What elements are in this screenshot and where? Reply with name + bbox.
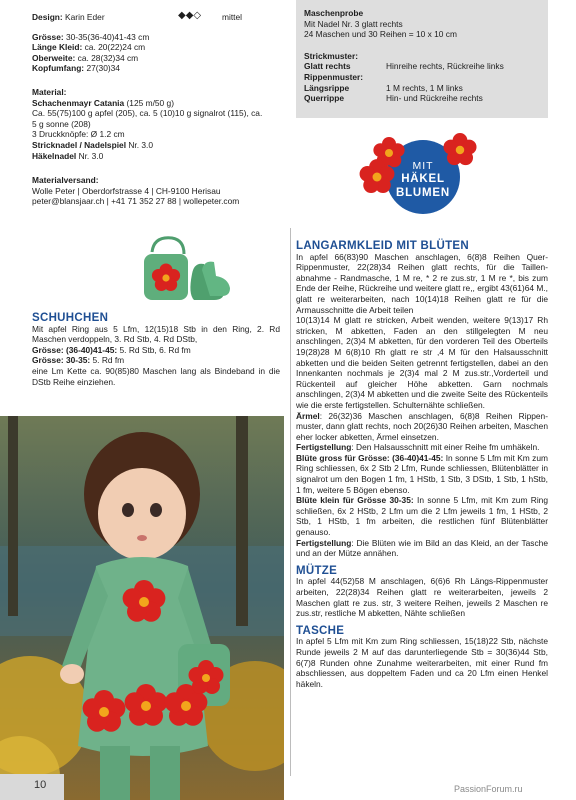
finishing-text: : Die Blüten wie im Bild an das Kleid, an der Tasche und an der Mütze annähen. — [296, 537, 548, 559]
gauge-heading: Maschenprobe — [304, 8, 364, 18]
dress-section — [296, 241, 548, 689]
stitch-name: Querrippe — [304, 93, 345, 104]
stitch-row — [304, 83, 540, 94]
sleeve-label: Ärmel — [296, 410, 320, 421]
badge-line-3: BLUMEN — [396, 187, 450, 199]
difficulty-label: mittel — [222, 12, 243, 22]
stitch-name: Glatt rechts — [304, 61, 351, 72]
hook-value: Nr. 3.0 — [78, 150, 104, 161]
bust-label: Oberweite: — [32, 52, 76, 63]
page-number: 10 — [34, 779, 47, 791]
shoes-heading: SCHUHCHEN — [32, 312, 109, 324]
stitch-name: Längsrippe — [304, 82, 350, 93]
size-value: 30-35(36-40)41-43 cm — [65, 31, 150, 42]
flower-icon — [358, 158, 396, 196]
stitch-row — [304, 93, 540, 104]
bag-and-shoes-image — [140, 234, 232, 310]
design-value: Karin Eder — [65, 12, 105, 22]
sleeve-text: : 26(32)36 Maschen anschlagen, 6(8)8 Reihen Rippen-muster, dann glatt rechts, noch 20(26)30 Reihen arbeiten, Maschen eher locker abketten, Ärmel einsetzen. — [296, 410, 548, 442]
material-section — [32, 87, 284, 161]
badge-line-2: HÄKEL — [401, 173, 445, 185]
badge-line-1: MIT — [412, 160, 434, 172]
stitch-row — [304, 61, 540, 72]
dress-step-1: In apfel 66(83)90 Maschen anschlagen, 6(8)8 Reihen Quer-Rippenmuster, 22(28)34 Reihen glatt rechts, für die Taillen-abnahme - Randmasche, 1 M re, * 2 re zus.str, 1 M re *, bis zum Ende der Reihe, Rückreihe und weitere glatt re,, ergibt 43(61)64 M., glatt re weiterarbeiten, nach 10(14)18 Reihen glatt re für die Armausschnitte die Arbeit teilen — [296, 251, 548, 315]
watermark: PassionForum.ru — [454, 784, 523, 794]
stitch-desc: Hin- und Rückreihe rechts — [386, 93, 483, 104]
page-number-box — [0, 774, 64, 800]
size-label: Grösse: — [32, 31, 64, 42]
stitch-heading: Strickmuster: — [304, 50, 358, 61]
design-line — [32, 12, 284, 23]
big-flower-text: In sonne 5 Lfm mit Km zum Ring schliessen, 6x 2 Stb 2 Lfm, Runde schliessen, Blütenblätter in signalrot um den Bogen 1 fm, 1 HStb, 1 Stb, 3 DStb, 1 Stb, 1 hStb, 1 fm, weitere 5 Bögen ebenso. — [296, 452, 548, 495]
head-label: Kopfumfang: — [32, 63, 85, 74]
shoes-step-1: Mit apfel Ring aus 5 Lfm, 12(15)18 Stb in den Ring, 2. Rd Maschen verdoppeln, 3. Rd Stb, 4. Rd DStb, — [32, 323, 280, 345]
stitch-desc: 1 M rechts, 1 M links — [386, 82, 463, 93]
finishing-text: : Den Halsausschnitt mit einer Reihe fm umhäkeln. — [351, 442, 540, 453]
finishing-label: Fertigstellung — [296, 442, 352, 453]
needles-value: Nr. 3.0 — [128, 139, 154, 150]
big-flower-label: Blüte gross für Grösse: (36-40)41-45: — [296, 452, 444, 463]
head-value: 27(30)34 — [86, 63, 120, 74]
crochet-flowers-badge — [358, 132, 486, 218]
column-divider — [290, 228, 291, 776]
dress-heading: LANGARMKLEID MIT BLÜTEN — [296, 240, 469, 252]
gauge-line-2: 24 Maschen und 30 Reihen = 10 x 10 cm — [304, 29, 457, 40]
shoes-step-2: eine Lm Kette ca. 90(85)80 Maschen lang als Bindeband in die DStb Reihe einziehen. — [32, 365, 280, 387]
shoes-size-small-text: 5. Rd fm — [92, 355, 125, 366]
length-label: Länge Kleid: — [32, 42, 83, 53]
shoes-size-large-text: 5. Rd Stb, 6. Rd fm — [119, 344, 191, 355]
hook-label: Häkelnadel — [32, 150, 77, 161]
difficulty-icons — [178, 11, 201, 22]
flower-icon — [442, 132, 478, 168]
diamond-outline-icon: ◇ — [193, 10, 202, 21]
gauge-box — [296, 0, 548, 118]
shipping-address: Wolle Peter | Oberdorfstrasse 4 | CH-9100 Herisau — [32, 185, 221, 196]
small-flower-label: Blüte klein für Grösse 30-35: — [296, 495, 414, 506]
bust-value: ca. 28(32)34 cm — [77, 52, 139, 63]
doll-photo — [0, 416, 284, 800]
diamond-filled-icon: ◆ — [185, 10, 194, 21]
diamond-filled-icon: ◆ — [178, 10, 186, 21]
needles-label: Stricknadel / Nadelspiel — [32, 139, 127, 150]
gauge-line-1: Mit Nadel Nr. 3 glatt rechts — [304, 18, 403, 29]
buttons-value: Ø 1.2 cm — [90, 129, 125, 140]
material-heading: Material: — [32, 86, 67, 97]
buttons-label: 3 Druckknöpfe: — [32, 129, 89, 140]
stitch-desc: Hinreihe rechts, Rückreihe links — [386, 61, 504, 72]
design-label: Design: — [32, 12, 63, 22]
finishing-label: Fertigstellung — [296, 537, 352, 548]
shoes-size-small-label: Grösse: 30-35: — [32, 355, 91, 366]
shipping-heading: Materialversand: — [32, 175, 99, 186]
yarn-colors: Ca. 55(75)100 g apfel (205), ca. 5 (10)10 g signalrot (115), ca. 5 g sonne (208) — [32, 108, 263, 129]
stitch-row — [304, 72, 540, 83]
small-flower-text: In sonne 5 Lfm, mit Km zum Ring schließen, 6x 2 HStb, 2 Lfm um die 2 Lfm jeweils 1 fm, 1 HStb, 2 Stb, 1 HStb, 1 fm arbeiten, die restlichen fünf Blütenblätter genauso. — [296, 495, 548, 538]
pattern-info — [32, 12, 284, 207]
bag-text: In apfel 5 Lfm mit Km zum Ring schliessen, 15(18)22 Stb, nächste Runde jeweils 2 M auf das darunterliegende Stb = 30(36)44 Stb, 6(7)8 Runden ohne Zunahme weiterarbeiten, mit einer Rund fm abschliessen, aus doppeltem Faden und ca 20 Lfm einen Henkel häkeln. — [296, 636, 548, 689]
hat-heading: MÜTZE — [296, 564, 338, 577]
shipping-section — [32, 175, 284, 207]
stitch-name: Rippenmuster: — [304, 71, 364, 82]
size-list — [32, 32, 284, 74]
shoes-section — [32, 313, 280, 387]
length-value: ca. 20(22)24 cm — [84, 42, 146, 53]
yarn-detail: (125 m/50 g) — [126, 97, 174, 108]
hat-text: In apfel 44(52)58 M anschlagen, 6(6)6 Rh Längs-Rippenmuster arbeiten, 22(28)34 Reihen glatt re weiterarbeiten, jeweils 2 Maschen glatt re zus. str, 3 weitere Reihen, jeweils 2 Maschen re zus.str, restliche M abketten, Nähte schließen — [296, 576, 548, 619]
dress-step-2: 10(13)14 M glatt re stricken, Arbeit wenden, weitere 9(13)17 Rh stricken, M abketten, Faden an den stillgelegten M neu anschlingen, 2(3)4 M abketten, für den vorderen Teil des Oberteils 19(28)28 M 6(8)10 Rh glatt re str ,4 M für den Halsausschnitt abketten und die beiden Seiten getrennt fertigstellen, dabei an den Innenkanten nochmals je 2(3)4 mal 2 M zus.str.,Vorderteil und Rückenteil auf gleicher Höhe abketten. Garn nochmals anschlingen, 2(3)4 M abketten und die zweite Seite des Rückenteils wie die erste fertigstellen. Schulternähte schließen. — [296, 315, 548, 410]
shipping-contact: peter@blansjaar.ch | +41 71 352 27 88 | wollepeter.com — [32, 196, 240, 207]
shoes-size-large-label: Grösse: (36-40)41-45: — [32, 344, 118, 355]
yarn-name: Schachenmayr Catania — [32, 97, 125, 108]
bag-heading: TASCHE — [296, 624, 345, 637]
